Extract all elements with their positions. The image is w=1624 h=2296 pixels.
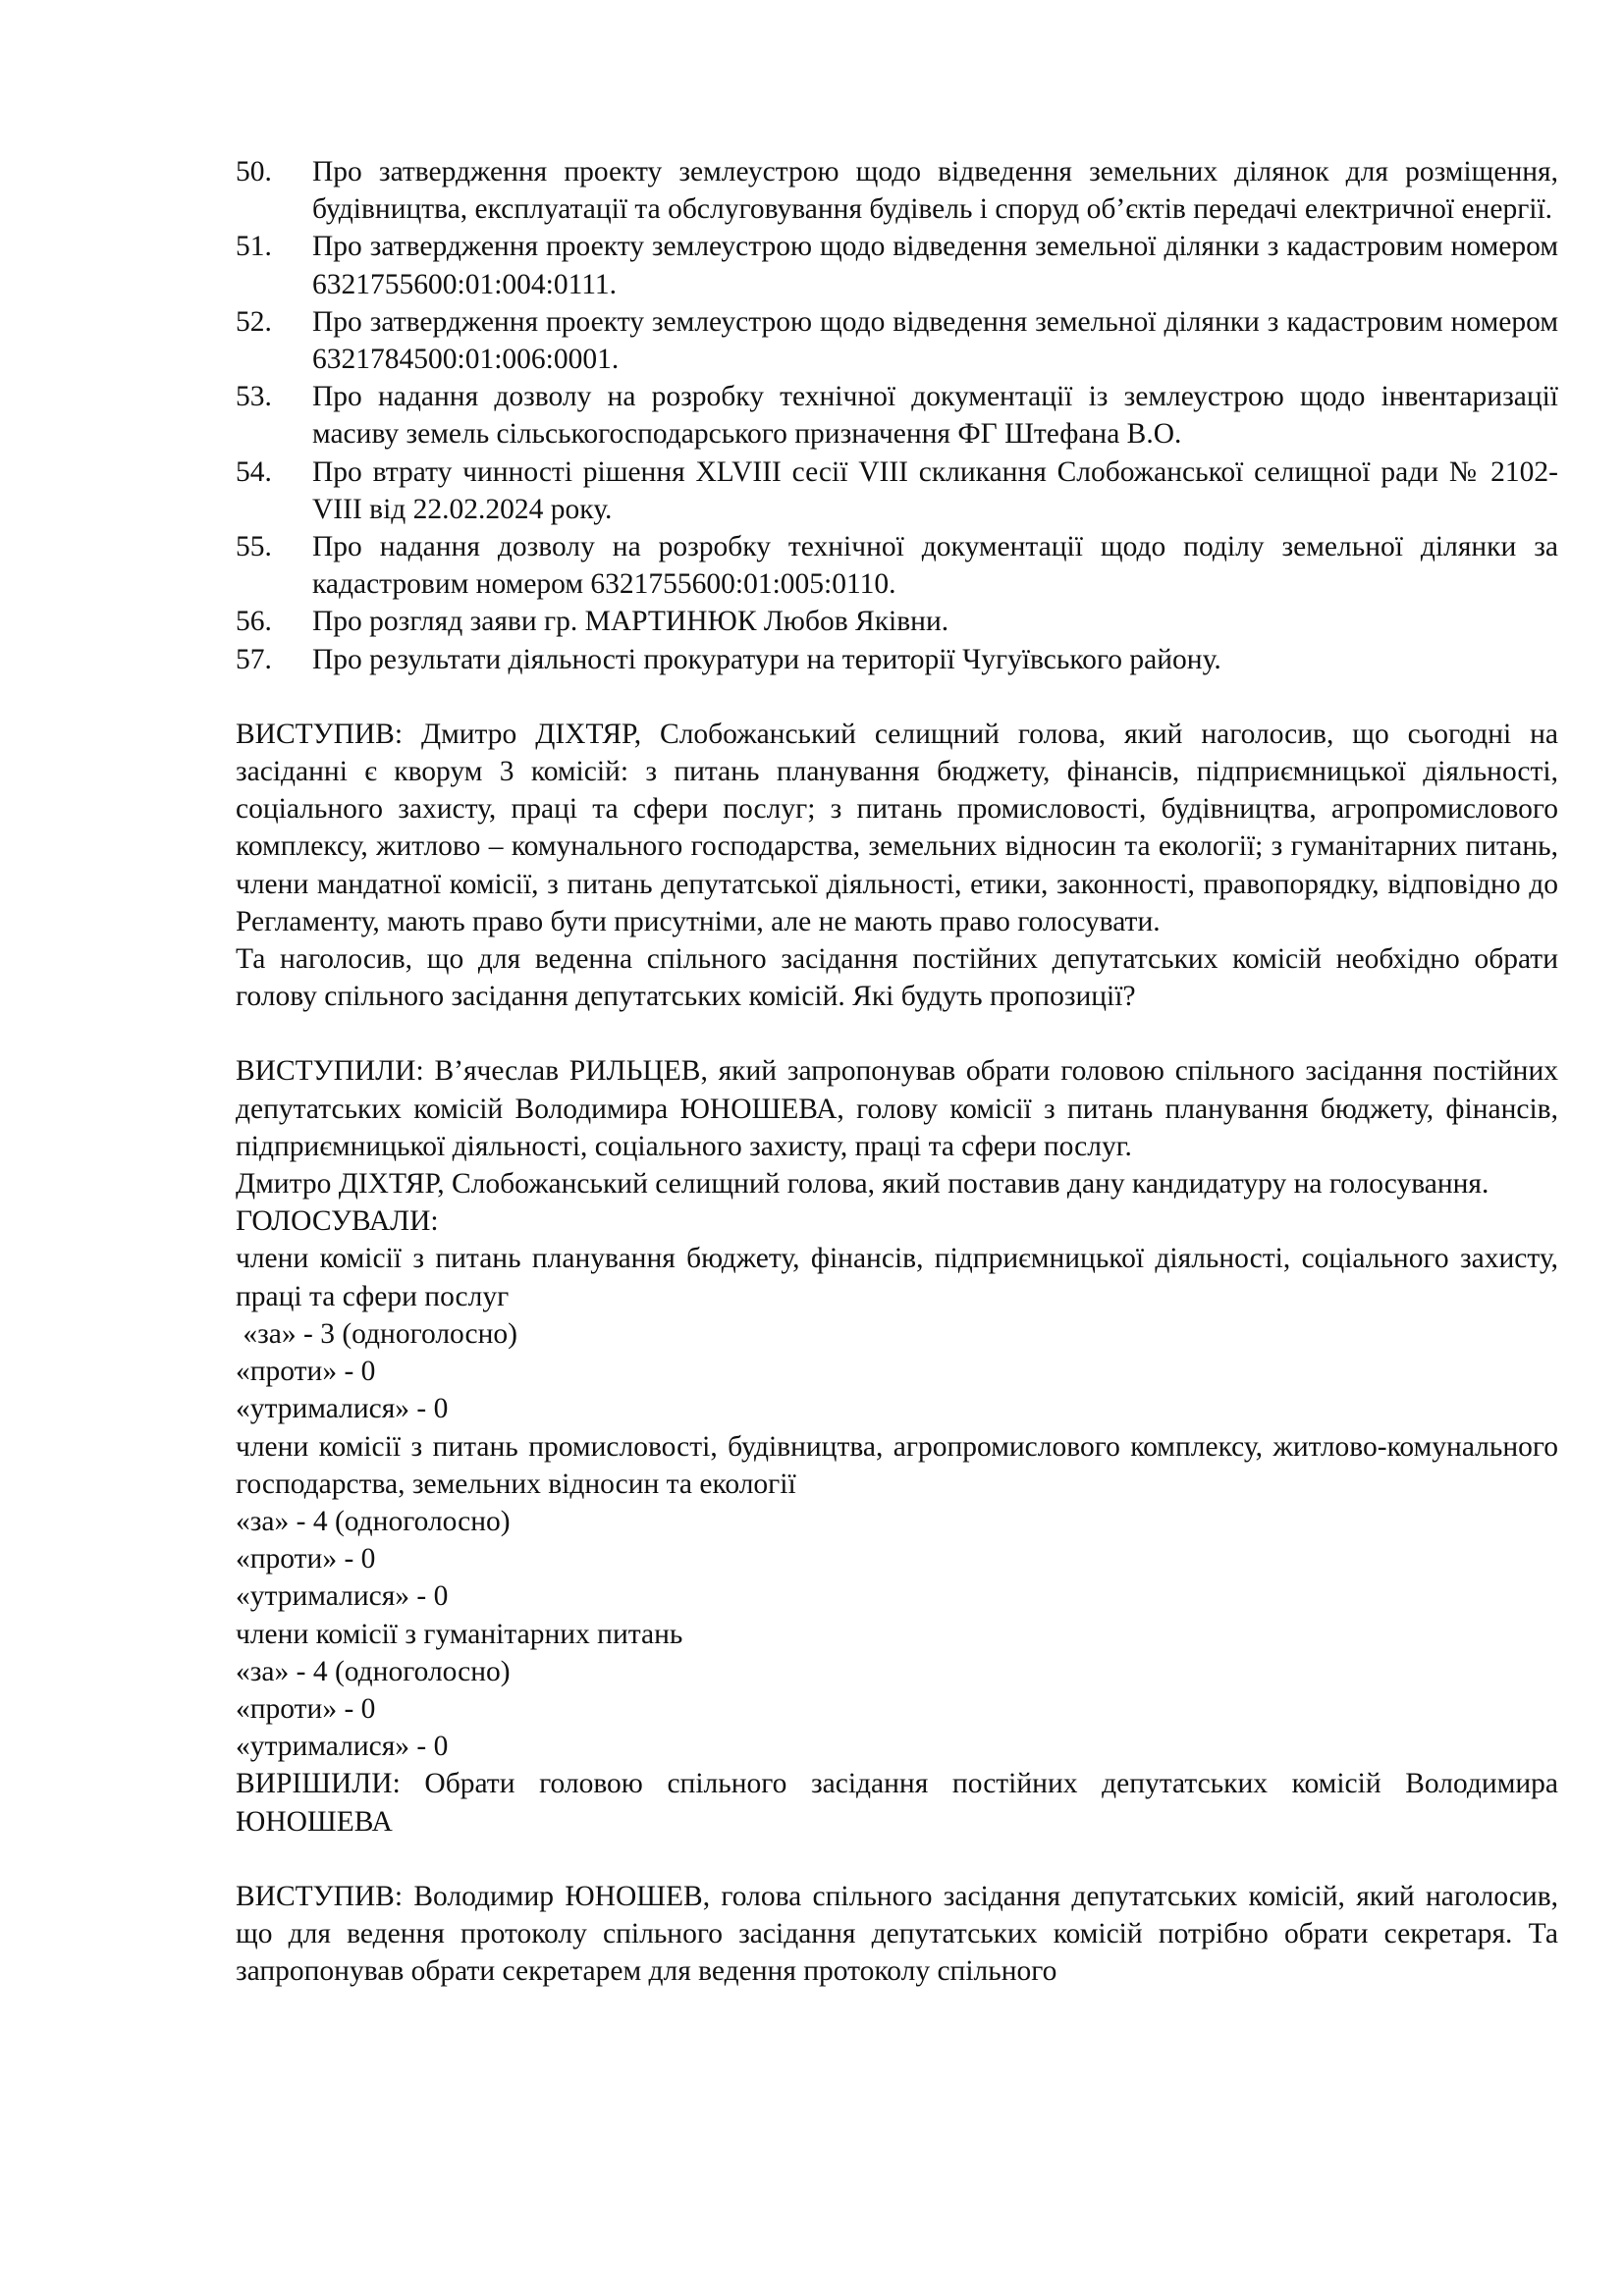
vote-against: «проти» - 0 — [236, 1692, 376, 1725]
agenda-item — [236, 153, 1558, 228]
vote-abstain: «утрималися» - 0 — [236, 1580, 449, 1613]
vote-for: «за» - 3 (одноголосно) — [236, 1317, 517, 1350]
agenda-item — [236, 454, 1558, 528]
spacer — [236, 1841, 1558, 1878]
vote-abstain: «утрималися» - 0 — [236, 1731, 449, 1763]
agenda-item — [236, 378, 1558, 453]
vote-against: «проти» - 0 — [236, 1543, 376, 1575]
agenda-number: 57. — [236, 643, 272, 675]
committee-title: члени комісії з гуманітарних питань — [236, 1618, 683, 1650]
vote-for: «за» - 4 (одноголосно) — [236, 1655, 511, 1687]
agenda-item — [236, 603, 1558, 640]
committee-title: члени комісії з питань промисловості, будівництва, агропромислового комплексу, житлово-комунального господарства, земельних відносин та екології — [236, 1430, 1558, 1500]
speech-paragraph: Та наголосив, що для веденна спільного засідання постійних депутатських комісій необхідно обрати голову спільного засідання депутатських комісій. Які будуть пропозиції? — [236, 943, 1558, 1013]
committee-title: члени комісії з питань планування бюджету, фінансів, підприємницької діяльності, соціального захисту, праці та сфери послуг — [236, 1243, 1558, 1312]
speech-paragraph: Дмитро ДІХТЯР, Слобожанський селищний голова, який поставив дану кандидатуру на голосування. — [236, 1168, 1489, 1201]
agenda-number: 50. — [236, 156, 272, 187]
agenda-number: 51. — [236, 231, 272, 263]
speech-dikhtiar — [236, 716, 1558, 1016]
agenda-number: 52. — [236, 305, 272, 338]
decision: ВИРІШИЛИ: Обрати головою спільного засідання постійних депутатських комісій Володимира ЮНОШЕВА — [236, 1768, 1558, 1838]
agenda-text: Про затвердження проекту землеустрою щодо відведення земельної ділянки з кадастровим номером 6321755600:01:004:0111. — [312, 231, 1558, 300]
agenda-number: 55. — [236, 531, 272, 563]
agenda-item — [236, 303, 1558, 378]
agenda-item — [236, 528, 1558, 603]
spacer — [236, 1015, 1558, 1052]
agenda-text: Про результати діяльності прокуратури на території Чугуївського району. — [312, 643, 1221, 675]
speech-paragraph: ВИСТУПИЛИ: В’ячеслав РИЛЬЦЕВ, який запропонував обрати головою спільного засідання постійних депутатських комісій Володимира ЮНОШЕВА, голову комісії з питань планування бюджету, фінансів, підприємницької діяльності, соціального захисту, праці та сфери послуг. — [236, 1055, 1558, 1162]
agenda-number: 53. — [236, 381, 272, 413]
speech-rylcev — [236, 1052, 1558, 1202]
vote-heading: ГОЛОСУВАЛИ: — [236, 1205, 439, 1238]
agenda-item — [236, 228, 1558, 302]
vote-section — [236, 1202, 1558, 1840]
agenda-text: Про розгляд заяви гр. МАРТИНЮК Любов Яківни. — [312, 606, 949, 638]
speech-paragraph: ВИСТУПИВ: Володимир ЮНОШЕВ, голова спільного засідання депутатських комісій, який наголосив, що для ведення протоколу спільного засідання депутатських комісій потрібно обрати секретаря. Та запропонував обрати секретарем для ведення протоколу спільного — [236, 1880, 1558, 1988]
agenda-number: 54. — [236, 455, 272, 488]
agenda-text: Про втрату чинності рішення XLVIII сесії VIII скликання Слобожанської селищної ради № 2102-VIII від 22.02.2024 року. — [312, 455, 1558, 525]
document-page — [236, 153, 1558, 1990]
vote-for: «за» - 4 (одноголосно) — [236, 1505, 511, 1537]
spacer — [236, 678, 1558, 716]
agenda-text: Про надання дозволу на розробку технічної документації із землеустрою щодо інвентаризації масиву земель сільськогосподарського призначення ФГ Штефана В.О. — [312, 381, 1558, 451]
agenda-item — [236, 641, 1558, 678]
speech-yunoshev — [236, 1878, 1558, 1991]
vote-abstain: «утрималися» - 0 — [236, 1393, 449, 1425]
agenda-number: 56. — [236, 606, 272, 638]
agenda-text: Про затвердження проекту землеустрою щодо відведення земельних ділянок для розміщення, будівництва, експлуатації та обслуговування будівель і споруд об’єктів передачі електричної енергії. — [312, 156, 1558, 226]
agenda-text: Про надання дозволу на розробку технічної документації щодо поділу земельної ділянки за кадастровим номером 6321755600:01:005:0110. — [312, 531, 1558, 601]
agenda-list — [236, 153, 1558, 678]
vote-against: «проти» - 0 — [236, 1356, 376, 1388]
agenda-text: Про затвердження проекту землеустрою щодо відведення земельної ділянки з кадастровим номером 6321784500:01:006:0001. — [312, 305, 1558, 376]
speech-paragraph: ВИСТУПИВ: Дмитро ДІХТЯР, Слобожанський селищний голова, який наголосив, що сьогодні на засіданні є кворум 3 комісій: з питань планування бюджету, фінансів, підприємницької діяльності, соціального захисту, праці та сфери послуг; з питань промисловості, будівництва, агропромислового комплексу, житлово – комунального господарства, земельних відносин та екології; з гуманітарних питань, члени мандатної комісії, з питань депутатської діяльності, етики, законності, правопорядку, відповідно до Регламенту, мають право бути присутніми, але не мають право голосувати. — [236, 718, 1558, 937]
